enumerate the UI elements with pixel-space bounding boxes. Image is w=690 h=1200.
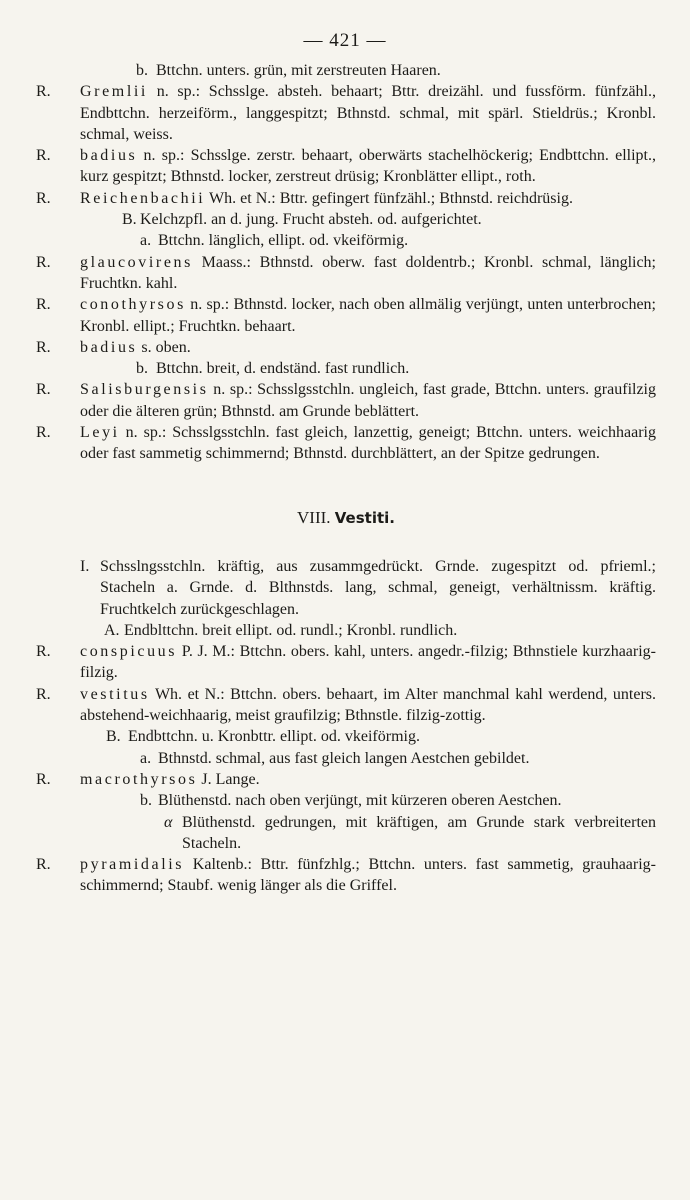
- section-heading: [36, 507, 656, 529]
- key-a: [36, 748, 656, 769]
- species-text: s. oben.: [137, 338, 191, 356]
- species-entry: [36, 188, 656, 209]
- genus-abbrev: R.: [36, 253, 51, 271]
- species-entry: [36, 145, 656, 188]
- key-label: b.: [140, 792, 152, 810]
- key-b: [36, 60, 656, 81]
- species-entry: [36, 294, 656, 337]
- species-name: Gremlii: [80, 83, 148, 101]
- key-text: Endblttchn. breit ellipt. od. rundl.; Kronbl. rundlich.: [124, 621, 458, 639]
- key-label: b.: [136, 360, 148, 378]
- key-b: [36, 358, 656, 379]
- species-name: glaucovirens: [80, 253, 193, 271]
- species-text: Wh. et N.: Bttchn. obers. behaart, im Alter manchmal kahl werdend, unters. abstehend-weichhaarig, meist graufilzig; Bthnstle. filzig-zottig.: [80, 685, 656, 725]
- species-entry: [36, 769, 656, 790]
- key-text: Kelchzpfl. an d. jung. Frucht absteh. od. aufgerichtet.: [140, 211, 482, 229]
- genus-abbrev: R.: [36, 147, 51, 165]
- genus-abbrev: R.: [36, 83, 51, 101]
- key-label: B.: [122, 211, 137, 229]
- key-text: Bthnstd. schmal, aus fast gleich langen Aestchen gebildet.: [158, 749, 530, 767]
- key-label: a.: [140, 232, 152, 250]
- section-number: VIII.: [297, 507, 331, 527]
- key-text: Bttchn. länglich, ellipt. od. vkeiförmig.: [158, 232, 409, 250]
- species-name: pyramidalis: [80, 856, 185, 874]
- key-text: Endbttchn. u. Kronbttr. ellipt. od. vkeiförmig.: [128, 728, 420, 746]
- species-text: n. sp.: Schsslge. zerstr. behaart, oberwärts stachelhöckerig; Endbttchn. ellipt., kurz gespitzt; Bthnstd. locker, zerstreut drüsig; Kronblätter ellipt., roth.: [80, 147, 656, 186]
- species-entry: [36, 337, 656, 358]
- key-text: Bttchn. breit, d. endständ. fast rundlich.: [156, 360, 410, 378]
- genus-abbrev: R.: [36, 424, 51, 442]
- key-text: Blüthenstd. gedrungen, mit kräftigen, am Grunde stark verbreiterten Stacheln.: [182, 813, 656, 852]
- species-text: J. Lange.: [197, 770, 260, 788]
- key-text: Bttchn. unters. grün, mit zerstreuten Haaren.: [156, 62, 441, 79]
- genus-abbrev: R.: [36, 643, 51, 661]
- key-a: [36, 230, 656, 251]
- key-label: I.: [80, 557, 90, 575]
- species-name: Leyi: [80, 424, 120, 442]
- key-label: α: [164, 813, 173, 831]
- species-name: macrothyrsos: [80, 770, 198, 788]
- genus-abbrev: R.: [36, 296, 51, 314]
- genus-abbrev: R.: [36, 856, 51, 874]
- key-label: B.: [106, 728, 121, 746]
- section-gap: [36, 465, 656, 507]
- key-text: Schsslngsstchln. kräftig, aus zusammgedrückt. Grnde. zugespitzt od. pfrieml.; Stacheln a. Grnde. d. Blthnstds. lang, schmal, geneigt, verhältnissm. kräftig. Fruchtkelch zurückgeschlagen.: [100, 557, 656, 618]
- species-text: n. sp.: Bthnstd. locker, nach oben allmälig verjüngt, unten unterbrochen; Kronbl. ellipt.; Fruchtkn. behaart.: [80, 296, 656, 335]
- species-name: badius: [80, 338, 138, 356]
- species-text: n. sp.: Schsslgsstchln. ungleich, fast grade, Bttchn. unters. graufilzig oder die älteren grün; Bthnstd. am Grunde beblättert.: [80, 381, 656, 420]
- section-title: Vestiti.: [334, 508, 395, 527]
- species-text: n. sp.: Schsslgsstchln. fast gleich, lanzettig, geneigt; Bttchn. unters. weichhaarig oder fast sammetig schimmernd; Bthnstd. durchblättert, an der Spitze gedrungen.: [80, 424, 656, 463]
- key-I: [36, 556, 656, 620]
- species-name: Reichenbachii: [80, 189, 206, 207]
- species-entry: [36, 81, 656, 145]
- species-text: Kaltenb.: Bttr. fünfzhlg.; Bttchn. unters. fast sammetig, grauhaarig-schimmernd; Staubf. wenig länger als die Griffel.: [80, 856, 656, 895]
- key-b: [36, 790, 656, 811]
- species-entry: [36, 641, 656, 684]
- genus-abbrev: R.: [36, 338, 51, 356]
- species-name: conspicuus: [80, 643, 178, 661]
- species-name: badius: [80, 147, 138, 165]
- species-entry: [36, 379, 656, 422]
- species-text: n. sp.: Schsslge. absteh. behaart; Bttr. dreizähl. und fussförm. fünfzähl., Endbttchn. herzeiförm., langgespitzt; Bthnstd. schmal, mit spärl. Stieldrüs.; Kronbl. schmal, weiss.: [80, 83, 656, 143]
- key-label: a.: [140, 749, 152, 767]
- species-name: Salisburgensis: [80, 381, 209, 399]
- key-B: [36, 209, 656, 230]
- key-label: A.: [104, 621, 120, 639]
- species-text: Maass.: Bthnstd. oberw. fast doldentrb.; Kronbl. schmal, länglich; Fruchtkn. kahl.: [80, 253, 656, 292]
- species-entry: [36, 252, 656, 295]
- species-text: Wh. et N.: Bttr. gefingert fünfzähl.; Bthnstd. reichdrüsig.: [205, 189, 573, 207]
- genus-abbrev: R.: [36, 770, 51, 788]
- genus-abbrev: R.: [36, 685, 51, 703]
- key-B: [36, 726, 656, 747]
- genus-abbrev: R.: [36, 381, 51, 399]
- species-name: vestitus: [80, 685, 150, 703]
- key-text: Blüthenstd. nach oben verjüngt, mit kürzeren oberen Aestchen.: [158, 792, 562, 810]
- key-A: [36, 620, 656, 641]
- species-entry: [36, 422, 656, 465]
- key-label: b.: [136, 62, 148, 79]
- species-entry: [36, 854, 656, 897]
- page-number: — 421 —: [303, 30, 387, 51]
- species-entry: [36, 684, 656, 727]
- species-text: P. J. M.: Bttchn. obers. kahl, unters. angedr.-filzig; Bthnstiele kurzhaarig-filzig.: [80, 643, 656, 682]
- key-alpha: [36, 812, 656, 855]
- text-column: [36, 60, 656, 897]
- genus-abbrev: R.: [36, 189, 51, 207]
- species-name: conothyrsos: [80, 296, 186, 314]
